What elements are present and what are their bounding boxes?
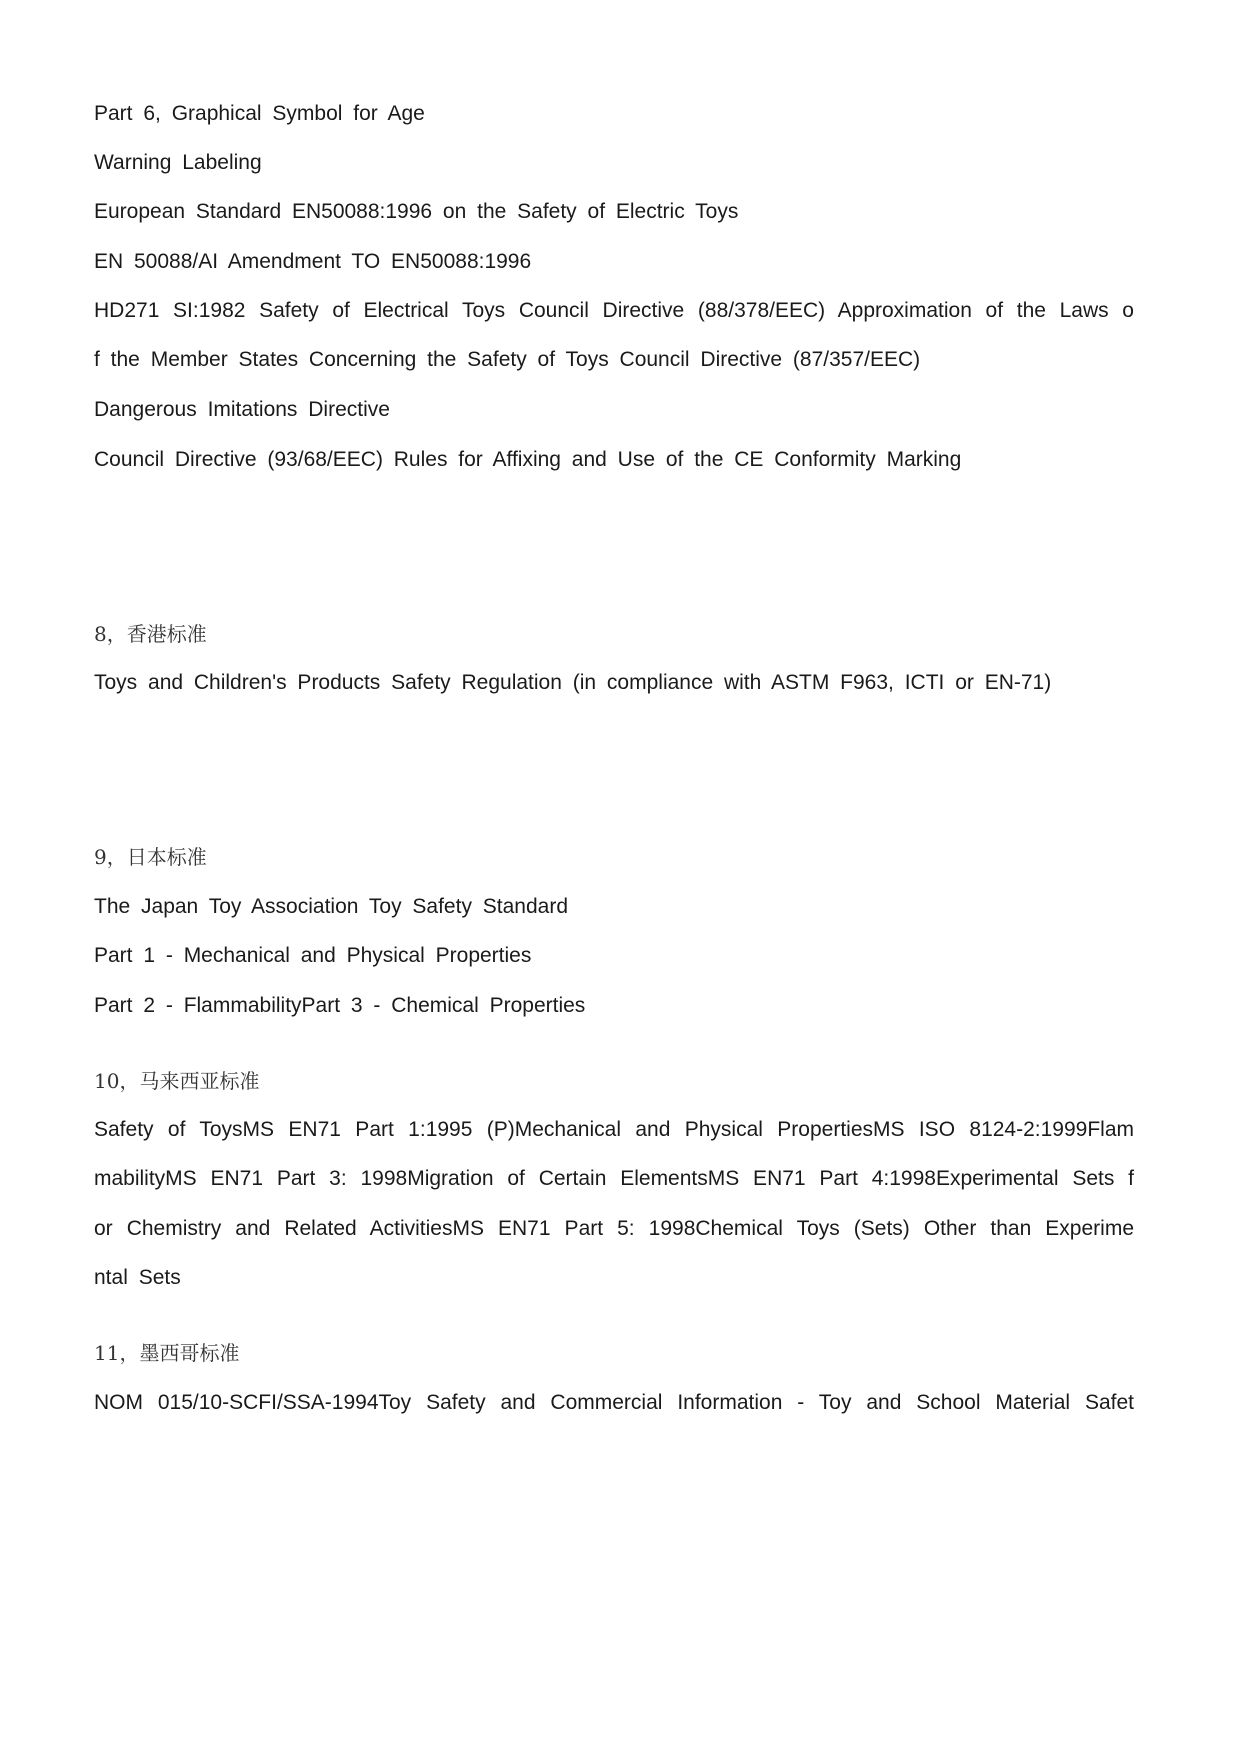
text-line: European Standard EN50088:1996 on the Safety of Electric Toys [94, 200, 739, 223]
text-line: Toys and Children's Products Safety Regulation (in compliance with ASTM F963, ICTI or EN-71) [94, 671, 1052, 694]
text-line: NOM 015/10-SCFI/SSA-1994Toy Safety and Commercial Information - Toy and School Material Safet [94, 1391, 1134, 1414]
text-line: EN 50088/AI Amendment TO EN50088:1996 [94, 250, 532, 273]
section-heading-japan: 9，日本标准 [94, 845, 207, 869]
text-line: Warning Labeling [94, 151, 262, 174]
text-line: Part 1 - Mechanical and Physical Properties [94, 944, 532, 967]
section-heading-mexico: 11，墨西哥标准 [94, 1341, 240, 1365]
text-line: or Chemistry and Related ActivitiesMS EN71 Part 5: 1998Chemical Toys (Sets) Other than Experime [94, 1217, 1134, 1240]
text-line: HD271 SI:1982 Safety of Electrical Toys Council Directive (88/378/EEC) Approximation of the Laws o [94, 299, 1134, 322]
text-line: ntal Sets [94, 1266, 181, 1289]
section-heading-hong-kong: 8，香港标准 [94, 622, 207, 646]
text-line: Dangerous Imitations Directive [94, 398, 390, 421]
text-line: f the Member States Concerning the Safety of Toys Council Directive (87/357/EEC) [94, 348, 921, 371]
text-line: Council Directive (93/68/EEC) Rules for Affixing and Use of the CE Conformity Marking [94, 448, 962, 471]
text-line: Part 6, Graphical Symbol for Age [94, 102, 425, 125]
text-line: mabilityMS EN71 Part 3: 1998Migration of Certain ElementsMS EN71 Part 4:1998Experimental Sets f [94, 1167, 1134, 1190]
section-heading-malaysia: 10，马来西亚标准 [94, 1069, 260, 1093]
text-line: Part 2 - FlammabilityPart 3 - Chemical Properties [94, 994, 586, 1017]
text-line: The Japan Toy Association Toy Safety Standard [94, 895, 569, 918]
text-line: Safety of ToysMS EN71 Part 1:1995 (P)Mechanical and Physical PropertiesMS ISO 8124-2:1999Flam [94, 1118, 1134, 1141]
